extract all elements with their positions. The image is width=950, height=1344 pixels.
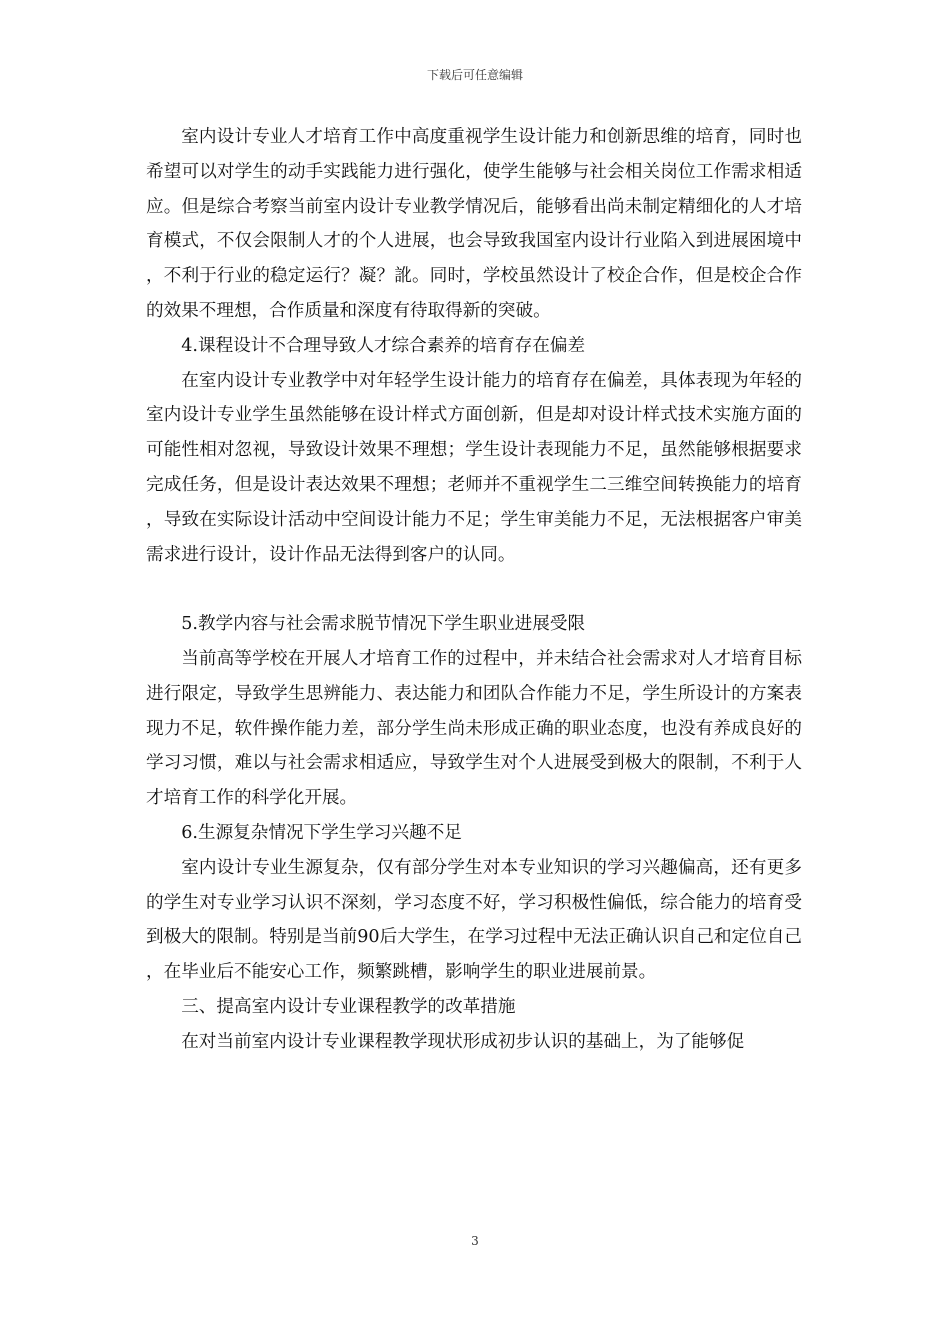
section-heading: 5.教学内容与社会需求脱节情况下学生职业进展受限 bbox=[181, 614, 586, 635]
section-heading: 4.课程设计不合理导致人才综合素养的培育存在偏差 bbox=[181, 335, 586, 356]
paragraph: 当前高等学校在开展人才培育工作的过程中，并未结合社会需求对人才培育目标进行限定，导致学生思辨能力、表达能力和团队合作能力不足，学生所设计的方案表现力不足，软件操作能力差，部分学生尚未形成正确的职业态度，也没有养成良好的学习习惯，难以与社会需求相适应，导致学生对个人进展受到极大的限制，不利于人才培育工作的科学化开展。 bbox=[146, 648, 802, 809]
page-number: 3 bbox=[471, 1234, 479, 1248]
paragraph: 室内设计专业生源复杂，仅有部分学生对本专业知识的学习兴趣偏高，还有更多的学生对专业学习认识不深刻，学习态度不好，学习积极性偏低，综合能力的培育受到极大的限制。特别是当前90后大学生，在学习过程中无法正确认识自己和定位自己，在毕业后不能安心工作，频繁跳槽，影响学生的职业进展前景。 bbox=[146, 857, 802, 983]
document-body bbox=[146, 120, 802, 1060]
section-heading: 6.生源复杂情况下学生学习兴趣不足 bbox=[181, 822, 462, 843]
page-header: 下载后可任意编辑 bbox=[426, 68, 523, 82]
paragraph: 在室内设计专业教学中对年轻学生设计能力的培育存在偏差，具体表现为年轻的室内设计专业学生虽然能够在设计样式方面创新，但是却对设计样式技术实施方面的可能性相对忽视，导致设计效果不理想；学生设计表现能力不足，虽然能够根据要求完成任务，但是设计表达效果不理想；老师并不重视学生二三维空间转换能力的培育，导致在实际设计活动中空间设计能力不足；学生审美能力不足，无法根据客户审美需求进行设计，设计作品无法得到客户的认同。 bbox=[146, 370, 802, 565]
section-heading: 三、提高室内设计专业课程教学的改革措施 bbox=[181, 996, 516, 1017]
blank-line bbox=[146, 572, 802, 607]
paragraph: 室内设计专业人才培育工作中高度重视学生设计能力和创新思维的培育，同时也希望可以对学生的动手实践能力进行强化，使学生能够与社会相关岗位工作需求相适应。但是综合考察当前室内设计专业教学情况后，能够看出尚未制定精细化的人才培育模式，不仅会限制人才的个人进展，也会导致我国室内设计行业陷入到进展困境中，不利于行业的稳定运行？凝？訛。同时，学校虽然设计了校企合作，但是校企合作的效果不理想，合作质量和深度有待取得新的突破。 bbox=[146, 127, 802, 321]
paragraph: 在对当前室内设计专业课程教学现状形成初步认识的基础上，为了能够促 bbox=[181, 1031, 745, 1052]
